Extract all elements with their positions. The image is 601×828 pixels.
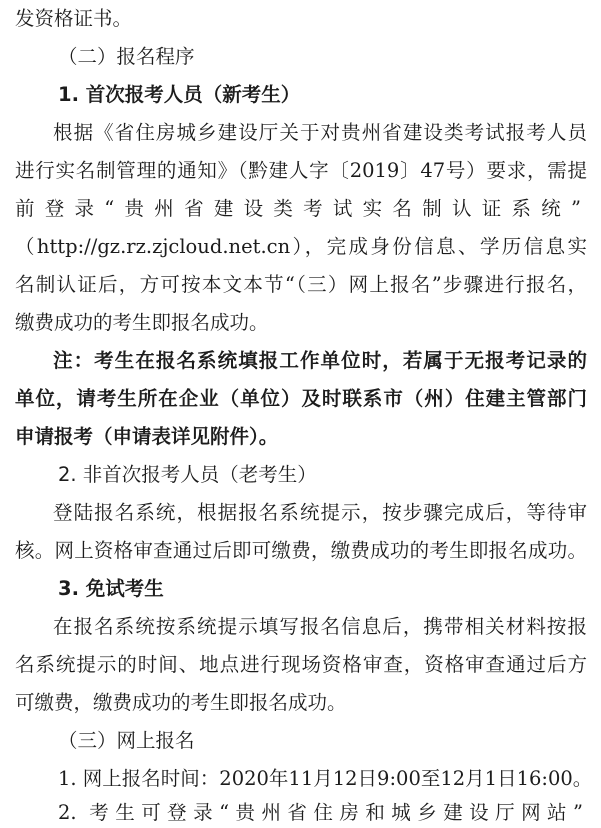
website-login-line: 2. 考生可登录“贵州省住房和城乡建设厅网站” <box>58 801 583 824</box>
paragraph-line: 核。网上资格审查通过后即可缴费，缴费成功的考生即报名成功。 <box>15 539 587 562</box>
paragraph-line: 进行实名制管理的通知》（黔建人字〔2019〕47号）要求，需提 <box>15 159 587 182</box>
paragraph-line: 根据《省住房城乡建设厅关于对贵州省建设类考试报考人员 <box>53 121 587 144</box>
paragraph-line: 在报名系统按系统提示填写报名信息后，携带相关材料按报 <box>53 615 587 638</box>
section-heading-online-registration: （三）网上报名 <box>58 729 195 752</box>
subheading-first-time-applicants: 1. 首次报考人员（新考生） <box>58 83 301 106</box>
paragraph-line: 名系统提示的时间、地点进行现场资格审查，资格审查通过后方 <box>15 653 587 676</box>
paragraph-line: 缴费成功的考生即报名成功。 <box>15 311 269 334</box>
text-line-continuation: 发资格证书。 <box>15 7 133 30</box>
subheading-returning-applicants: 2. 非首次报考人员（老考生） <box>58 463 317 486</box>
note-line: 申请报考（申请表详见附件）。 <box>15 425 279 448</box>
note-line: 单位，请考生所在企业（单位）及时联系市（州）住建主管部门 <box>15 387 587 410</box>
note-line: 注：考生在报名系统填报工作单位时，若属于无报考记录的 <box>53 349 587 372</box>
paragraph-line: 名制认证后，方可按本文本节“（三）网上报名”步骤进行报名， <box>15 273 587 296</box>
paragraph-line: 可缴费，缴费成功的考生即报名成功。 <box>15 691 347 714</box>
subheading-exempt-applicants: 3. 免试考生 <box>58 577 164 600</box>
paragraph-line-url: （http://gz.rz.zjcloud.net.cn），完成身份信息、学历信息实 <box>15 235 587 258</box>
registration-time-line: 1. 网上报名时间：2020年11月12日9:00至12月1日16:00。 <box>58 767 593 790</box>
paragraph-line: 前登录“贵州省建设类考试实名制认证系统” <box>15 197 587 220</box>
section-heading-registration-procedure: （二）报名程序 <box>58 45 195 68</box>
paragraph-line: 登陆报名系统，根据报名系统提示，按步骤完成后，等待审 <box>53 501 587 524</box>
